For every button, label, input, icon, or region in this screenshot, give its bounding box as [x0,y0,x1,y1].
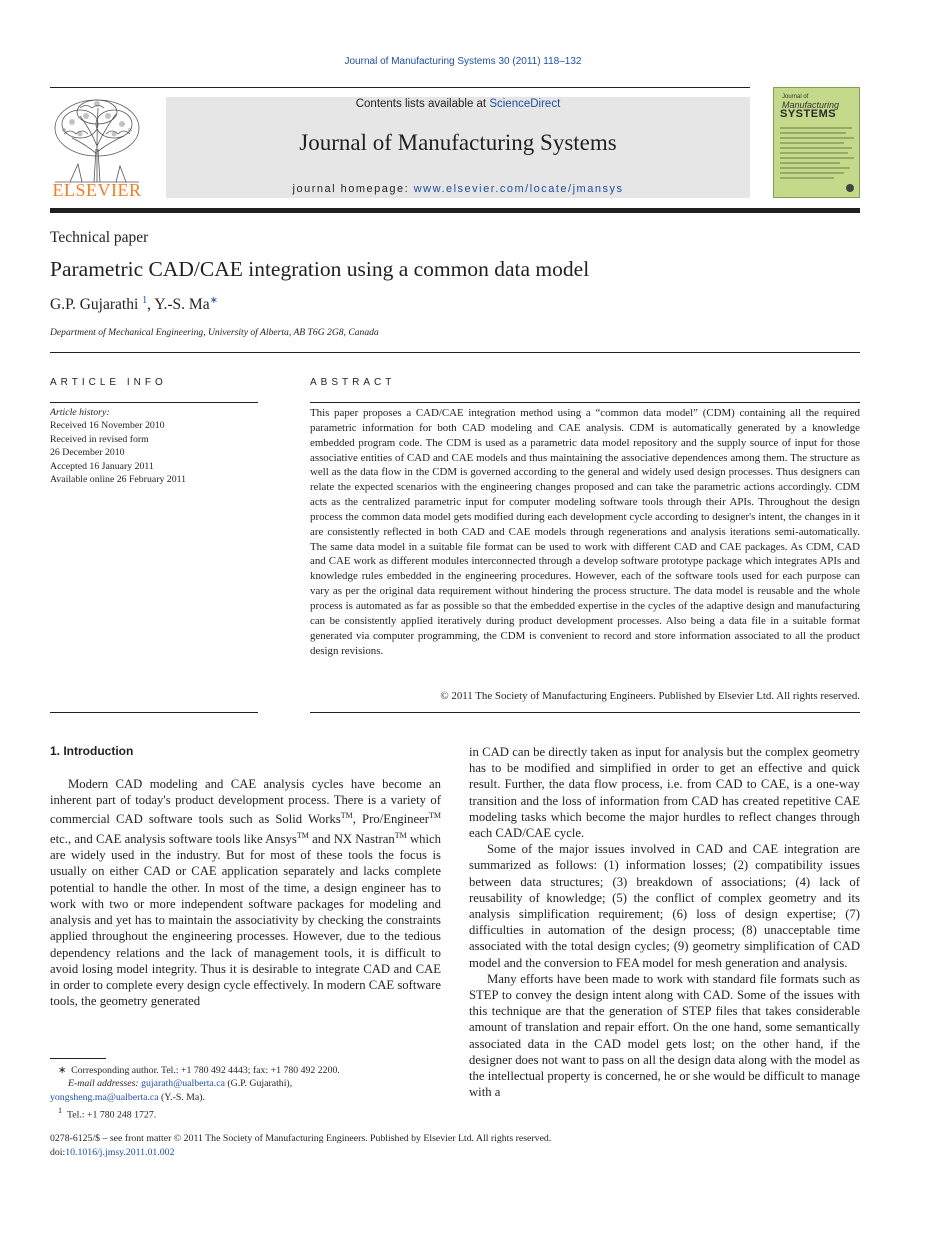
email-link-gujarathi[interactable]: gujarath@ualberta.ca [141,1078,225,1090]
intro-paragraph-2: in CAD can be directly taken as input for analysis but the complex geometry has to be modified and simplified in order to get an effective and quick result. Further, the data flow process, i.e. from CAD to CAE, is a one-way transition and the loss of information from CAD has created repetitive CAE modeling tasks which become the major hurdles to reflect changes through each CAD/CAE cycle. [469,745,860,841]
journal-banner [166,97,750,198]
text-run: and NX Nastran [308,832,395,847]
article-info-bottom-rule [50,712,258,713]
trademark-mark: TM [429,811,441,821]
text-run: , Pro/Engineer [352,812,429,827]
elsevier-tree-icon [50,94,144,184]
footnote-emails [50,1077,450,1090]
footnote-corresponding [50,1064,450,1077]
header-top-rule [50,87,750,88]
author-gujarathi[interactable]: G.P. Gujarathi [50,296,139,314]
article-info-heading: ARTICLE INFO [50,377,167,388]
trademark-mark: TM [340,811,353,821]
history-revised-date: 26 December 2010 [50,447,125,459]
header-thick-rule [50,208,860,213]
intro-paragraph-4: Many efforts have been made to work with standard file formats such as STEP to convey the design intent along with CAD. Some of the issues with this technique are that the generation of STEP files that takes considerable amount of translation and repair effort. On the one hand, some semantically associated data in the CAD model gets lost; on the other hand, if the designer does not want to pass on all the design data along with the model as the intellectual property is concerned, he or she would be difficult to manage with a [469,971,860,1100]
contents-prefix: Contents lists available at [355,98,490,110]
sciencedirect-link[interactable]: ScienceDirect [489,98,561,110]
homepage-line [166,183,750,195]
section-heading-introduction: 1. Introduction [50,744,134,758]
doi-line [50,1146,750,1160]
intro-paragraph-1 [50,776,441,1009]
email-link-ma[interactable]: yongsheng.ma@ualberta.ca [50,1091,159,1103]
email2-owner: (Y.-S. Ma). [158,1091,205,1103]
front-matter-info [50,1132,750,1159]
author-ma[interactable]: , Y.-S. Ma [147,296,210,314]
doi-prefix: doi: [50,1146,66,1158]
contents-line [166,98,750,110]
affiliation-rule [50,352,860,353]
trademark-mark: TM [394,830,407,840]
footnote-1 [50,1104,450,1122]
intro-paragraph-3: Some of the major issues involved in CAD and CAE integration are summarized as follows: (1) information losses; (2) compatibility issues between data structures; (3) breakdown of associations; (4) lack of reusability of knowledge; (5) the conflict of complex geometry and its analysis simplification requirement; (6) loss of design expertise; (7) difficulties in automation of the design process; (8) unacceptable time associated with the total design cycles; (9) geometry simplification of CAD model and the conversion to FEA model for mesh generation and analysis. [469,842,860,970]
email-label: E-mail addresses: [68,1078,142,1090]
cover-title-line1: Journal of [782,94,809,100]
affiliation: Department of Mechanical Engineering, University of Alberta, AB T6G 2G8, Canada [50,327,379,338]
journal-name: Journal of Manufacturing Systems [299,130,617,155]
corr-mark: ∗ [58,1065,67,1076]
footnote-emails-cont [50,1091,450,1104]
abstract-text: This paper proposes a CAD/CAE integration method using a “common data model” (CDM) containing all the required parametric information for both CAD modeling and CAE analysis. CDM is automatically generated by a knowledge embedded program code. The CDM is used as a parametric data model repository and the supply source of input for those associative entities of CAD and CAE models and thus maintaining the associative dependences among them. The structure as well as the data flow in the CDM is governed according to the general and widely used design processes. Thus designers can relate the expected scenarios with the engineering changes proposed and can take the parametric actions accordingly. CDM acts as the centralized parametric input for computer modeling software tools through their APIs. Throughout the design process the common data model gets modified during each development cycle according to designer's intent, the changes in it are consistently reflected in both CAD and CAE models through regenerations and analysis iterations semi-automatically. The same data model in a suitable file format can be used to work with different CAD and CAE packages. As CDM, CAD and CAE work as different modules interconnected through a develop software prototype package which integrates APIs and knowledge rules embedded in the engineering procedures. However, each of the software tools used for each purpose can vary as per the original data requirement without hindering the process structure. The data model is reusable and the whole process is automated as far as possible so that the embedded expertise in the cycles of the adaptive design and manufacturing can be consistently applied iteratively during product development processes. Also being a data file in a suitable format generated via computer programming, the CDM is convenient to record and store information associated to all the product design revisions. [310,407,860,657]
issn-line: 0278-6125/$ – see front matter © 2011 The Society of Manufacturing Engineers. Published by Elsevier Ltd. All rights reserved. [50,1133,552,1144]
journal-cover-thumbnail[interactable] [773,87,860,198]
doi-link[interactable]: 10.1016/j.jmsy.2011.01.002 [65,1146,175,1158]
history-accepted: Accepted 16 January 2011 [50,460,154,472]
homepage-link[interactable]: www.elsevier.com/locate/jmansys [413,183,624,195]
corresponding-author-mark[interactable]: ∗ [209,295,218,306]
text-run: which are widely used in the industry. But for most of these tools the focus is usually on either CAD or CAE application separately and lacks complete potential to handle the other. In most of the time, a design engineer has to work with two or more independent software packages for modeling and analysis and yet has to maintain the associativity by checking the constraints applied throughout the engineering processes. However, due to the tedious dependency relations and the lack of management tools, it is difficult to avoid losing model integrity. Thus it is desirable to integrate CAD and CAE in order to complete every design cycle effectively. In modern CAE software tools, the geometry generated [50,832,441,1009]
article-title: Parametric CAD/CAE integration using a common data model [50,257,590,281]
text-run: etc., and CAE analysis software tools like Ansys [50,832,297,847]
article-info-top-rule [50,402,258,403]
article-type: Technical paper [50,229,149,246]
history-revised-label: Received in revised form [50,433,149,445]
right-column [469,744,860,1100]
trademark-mark: TM [296,830,309,840]
article-history [50,406,258,486]
history-online: Available online 26 February 2011 [50,474,187,486]
abstract-heading: ABSTRACT [310,377,396,388]
abstract-copyright: © 2011 The Society of Manufacturing Engineers. Published by Elsevier Ltd. All rights reserved. [440,690,860,702]
abstract-top-rule [310,402,860,403]
cover-title-line2: Manufacturing [782,100,840,110]
author-list [50,295,218,314]
footnote-rule [50,1058,106,1059]
text-run: Modern CAD modeling and CAE analysis cycles have become an inherent part of today's product development process. There is a variety of commercial CAD software tools such as Solid Works [50,777,441,827]
elsevier-logo[interactable] [50,94,144,198]
journal-citation[interactable]: Journal of Manufacturing Systems 30 (2011) 118–132 [344,56,582,67]
email1-owner: (G.P. Gujarathi), [224,1078,293,1090]
corr-text: Corresponding author. Tel.: +1 780 492 4443; fax: +1 780 492 2200. [71,1065,340,1076]
history-received: Received 16 November 2010 [50,420,165,432]
fn1-mark: 1 [58,1105,63,1115]
elsevier-wordmark: ELSEVIER [52,180,142,200]
abstract-bottom-rule [310,712,860,713]
history-label: Article history: [50,407,110,418]
homepage-prefix: journal homepage: [292,183,414,195]
fn1-text: Tel.: +1 780 248 1727. [66,1109,157,1121]
footnotes [50,1064,450,1121]
cover-title-line3: SYSTEMS [780,108,837,120]
cover-contents-lines [774,88,860,198]
author1-footnote-mark[interactable]: 1 [142,295,148,306]
left-column [50,776,441,1009]
